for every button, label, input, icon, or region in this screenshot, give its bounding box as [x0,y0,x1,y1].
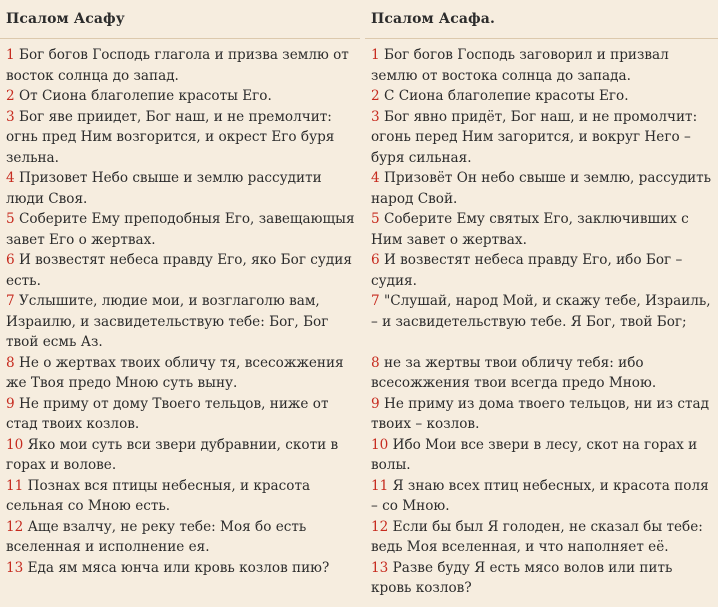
verse-text: Бог яве приидет, Бог наш, и не премолчит: огнь пред Ним возгорится, и окрест Его буря зельна. [6,108,335,166]
verse-text: не за жертвы твои обличу тебя: ибо всесожжения твои всегда предо Мною. [371,354,657,391]
left-title-divider [0,38,360,39]
verse-number: 10 [6,436,24,453]
verse-number: 9 [371,395,380,412]
church-slavonic-column [0,0,360,578]
verse-number: 11 [6,477,24,494]
verse-number: 2 [371,88,380,104]
verse-number: 5 [371,211,380,227]
verse-text: Если бы был Я голоден, не сказал бы тебе: ведь Моя вселенная, и что наполняет её. [371,518,703,555]
left-verse-4 [0,168,360,209]
verse-text: Бог богов Господь глагола и призва землю от восток солнца до запад. [6,47,349,84]
right-verse-11 [365,476,718,517]
left-verse-8 [0,353,360,394]
right-verse-10 [365,435,718,476]
verse-text: Познах вся птицы небесныя, и красота сельная со Мною есть. [6,477,311,514]
verse-text: Не о жертвах твоих обличу тя, всесожжения же Твоя предо Мною суть выну. [6,354,344,391]
right-verse-13 [365,558,718,599]
right-verse-12 [365,517,718,558]
right-verse-6 [365,250,718,291]
right-verse-list [365,45,718,599]
alignment-spacer [365,332,718,353]
verse-text: "Слушай, народ Мой, и скажу тебе, Израиль, – и засвидетельствую тебе. Я Бог, твой Бог; [371,293,711,330]
left-verse-5 [0,209,360,250]
verse-text: Призовёт Он небо свыше и землю, рассудить народ Свой. [371,170,712,207]
right-verse-3 [365,107,718,169]
verse-text: Услышите, людие мои, и возглаголю вам, Израилю, и засвидетельствую тебе: Бог, Бог твой есмь Аз. [6,293,329,350]
left-verse-2 [0,86,360,107]
right-verse-7 [365,291,718,332]
right-verse-5 [365,209,718,250]
verse-text: Яко мои суть вси звери дубравнии, скоти в горах и волове. [6,436,339,473]
verse-number: 9 [6,395,15,412]
verse-number: 8 [371,354,380,371]
left-verse-list [0,45,360,578]
verse-number: 12 [371,518,389,535]
verse-number: 12 [6,518,24,535]
verse-number: 8 [6,354,15,371]
verse-number: 13 [371,559,389,576]
verse-text: Аще взалчу, не реку тебе: Моя бо есть вселенная и исполнение ея. [6,518,307,555]
right-column-title: Псалом Асафа. [371,11,495,27]
verse-text: Соберите Ему святых Его, заключивших с Ним завет о жертвах. [371,211,689,248]
verse-text: От Сиона благолепие красоты Его. [14,88,272,104]
verse-number: 6 [6,252,15,268]
right-verse-9 [365,394,718,435]
verse-number: 7 [371,293,380,309]
right-verse-1 [365,45,718,86]
verse-number: 2 [6,88,15,104]
verse-number: 1 [371,47,380,63]
right-title-divider [365,38,718,39]
right-verse-4 [365,168,718,209]
left-verse-11 [0,476,360,517]
verse-text: Бог богов Господь заговорил и призвал землю от востока солнца до запада. [371,47,669,84]
verse-text: И возвестят небеса правду Его, яко Бог судия есть. [6,252,352,289]
verse-number: 7 [6,293,15,309]
right-verse-2 [365,86,718,107]
verse-number: 11 [371,477,389,494]
verse-text: Не приму из дома твоего тельцов, ни из стад твоих – козлов. [371,395,709,432]
verse-number: 1 [6,47,15,63]
verse-text: Не приму от дому Твоего тельцов, ниже от стад твоих козлов. [6,395,329,432]
verse-text: И возвестят небеса правду Его, ибо Бог – судия. [371,252,683,289]
verse-text: Ибо Мои все звери в лесу, скот на горах и волы. [371,436,698,473]
verse-text: С Сиона благолепие красоты Его. [379,88,629,104]
verse-text: Разве буду Я есть мясо волов или пить кровь козлов? [371,559,673,596]
verse-text: Я знаю всех птиц небесных, и красота поля – со Мною. [371,477,709,514]
left-verse-1 [0,45,360,86]
russian-column [365,0,718,599]
verse-number: 4 [371,170,380,186]
left-verse-10 [0,435,360,476]
left-verse-13 [0,558,360,579]
left-verse-12 [0,517,360,558]
left-verse-3 [0,107,360,169]
verse-number: 5 [6,211,15,227]
verse-text: Призовет Небо свыше и землю рассудити люди Своя. [6,170,322,207]
verse-number: 10 [371,436,389,453]
right-verse-8 [365,353,718,394]
verse-text: Бог явно придёт, Бог наш, и не промолчит: огонь перед Ним загорится, и вокруг Него – буря сильная. [371,108,698,166]
verse-number: 3 [6,108,15,125]
verse-number: 13 [6,559,24,576]
left-column-title: Псалом Асафу [6,11,125,27]
verse-number: 6 [371,252,380,268]
verse-number: 3 [371,108,380,125]
verse-number: 4 [6,170,15,186]
left-verse-6 [0,250,360,291]
verse-text: Соберите Ему преподобныя Его, завещающыя завет Его о жертвах. [6,211,355,248]
left-verse-9 [0,394,360,435]
left-verse-7 [0,291,360,353]
verse-text: Еда ям мяса юнча или кровь козлов пию? [23,559,330,576]
